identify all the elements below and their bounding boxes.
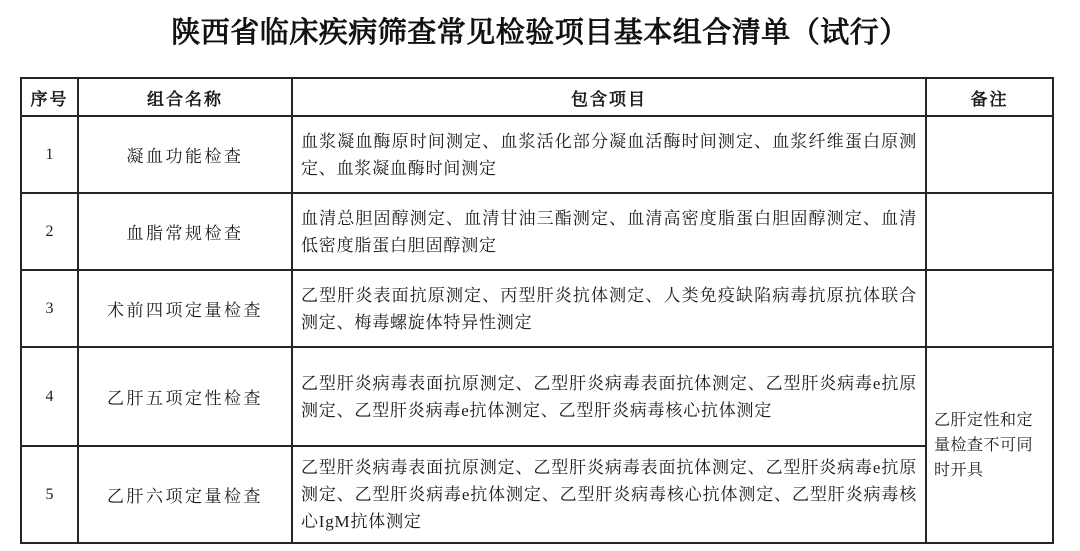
table-row [21, 193, 1053, 270]
column-header-remark: 备注 [926, 78, 1053, 116]
table-row [21, 347, 1053, 446]
remark-cell-empty [926, 193, 1053, 270]
merged-remark-cell: 乙肝定性和定量检查不可同时开具 [926, 347, 1053, 543]
included-items: 乙型肝炎病毒表面抗原测定、乙型肝炎病毒表面抗体测定、乙型肝炎病毒e抗原测定、乙型肝炎病毒e抗体测定、乙型肝炎病毒核心抗体测定、乙型肝炎病毒核心IgM抗体测定 [292, 446, 926, 543]
test-combinations-table [20, 77, 1054, 544]
remark-cell-empty [926, 270, 1053, 347]
included-items: 血浆凝血酶原时间测定、血浆活化部分凝血活酶时间测定、血浆纤维蛋白原测定、血浆凝血酶时间测定 [292, 116, 926, 193]
table-header-row [21, 78, 1053, 116]
column-header-seq: 序号 [21, 78, 78, 116]
row-seq: 3 [21, 270, 78, 347]
table-row [21, 270, 1053, 347]
combo-name: 乙肝六项定量检查 [78, 446, 292, 543]
combo-name: 凝血功能检查 [78, 116, 292, 193]
column-header-items: 包含项目 [292, 78, 926, 116]
included-items: 乙型肝炎病毒表面抗原测定、乙型肝炎病毒表面抗体测定、乙型肝炎病毒e抗原测定、乙型肝炎病毒e抗体测定、乙型肝炎病毒核心抗体测定 [292, 347, 926, 446]
row-seq: 4 [21, 347, 78, 446]
row-seq: 1 [21, 116, 78, 193]
row-seq: 2 [21, 193, 78, 270]
included-items: 乙型肝炎表面抗原测定、丙型肝炎抗体测定、人类免疫缺陷病毒抗原抗体联合测定、梅毒螺旋体特异性测定 [292, 270, 926, 347]
combo-name: 乙肝五项定性检查 [78, 347, 292, 446]
column-header-name: 组合名称 [78, 78, 292, 116]
row-seq: 5 [21, 446, 78, 543]
remark-cell-empty [926, 116, 1053, 193]
table-row [21, 446, 1053, 543]
document-title: 陕西省临床疾病筛查常见检验项目基本组合清单（试行） [171, 17, 909, 49]
combo-name: 血脂常规检查 [78, 193, 292, 270]
combo-name: 术前四项定量检查 [78, 270, 292, 347]
included-items: 血清总胆固醇测定、血清甘油三酯测定、血清高密度脂蛋白胆固醇测定、血清低密度脂蛋白胆固醇测定 [292, 193, 926, 270]
table-row [21, 116, 1053, 193]
